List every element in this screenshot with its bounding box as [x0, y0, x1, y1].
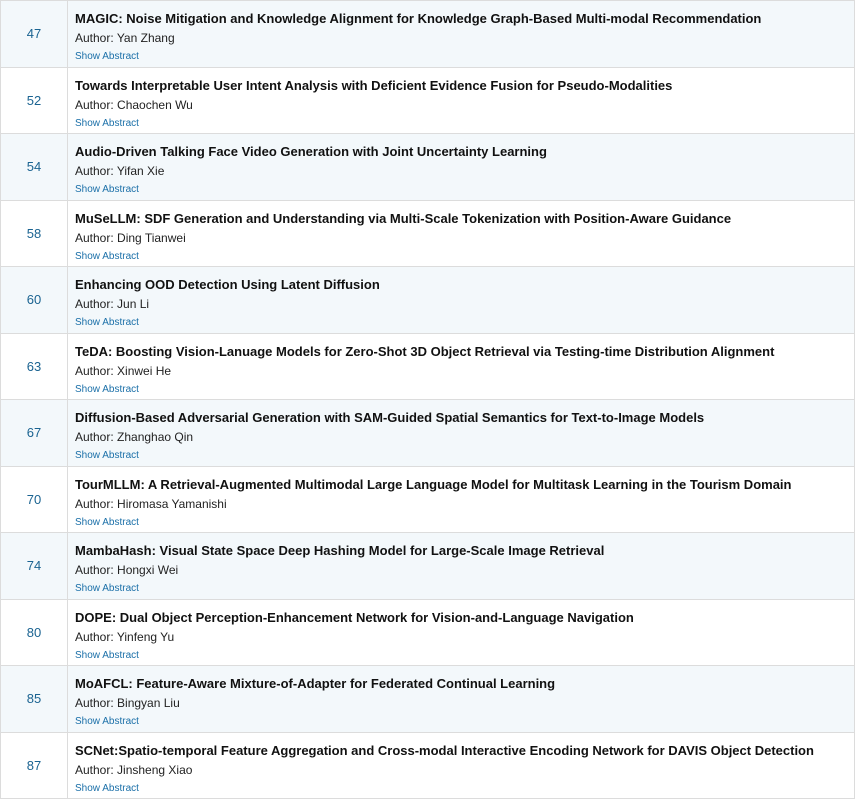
paper-id: 52 — [1, 68, 68, 134]
paper-title: TourMLLM: A Retrieval-Augmented Multimodal Large Language Model for Multitask Learning in the Tourism Domain — [75, 476, 792, 492]
paper-author — [75, 230, 854, 246]
paper-info — [68, 1, 854, 67]
author-name: Yan Zhang — [116, 31, 175, 45]
author-name: Hiromasa Yamanishi — [117, 496, 227, 511]
author-label: Author: — [75, 629, 117, 644]
paper-id: 67 — [1, 400, 68, 466]
paper-title: Towards Interpretable User Intent Analysis with Deficient Evidence Fusion for Pseudo-Modalities — [75, 77, 673, 93]
paper-info — [68, 68, 854, 134]
show-abstract-link[interactable]: Show Abstract — [75, 117, 139, 129]
paper-author — [75, 496, 854, 512]
paper-id: 85 — [1, 666, 68, 732]
author-name: Hongxi Wei — [117, 563, 179, 577]
paper-title: MAGIC: Noise Mitigation and Knowledge Alignment for Knowledge Graph-Based Multi-modal Recommendation — [75, 11, 762, 26]
author-name: Yinfeng Yu — [116, 629, 175, 644]
author-label: Author: — [75, 430, 118, 444]
table-row — [0, 1, 855, 68]
paper-id: 87 — [1, 733, 68, 799]
author-name: Xinwei He — [117, 363, 172, 378]
table-row — [0, 134, 855, 201]
paper-author — [75, 429, 854, 445]
paper-id: 54 — [1, 134, 68, 200]
paper-title: Audio-Driven Talking Face Video Generation with Joint Uncertainty Learning — [75, 144, 547, 159]
paper-info — [68, 267, 854, 333]
show-abstract-link[interactable]: Show Abstract — [75, 184, 139, 195]
paper-info — [68, 533, 854, 599]
paper-id: 74 — [1, 533, 68, 599]
paper-title: MuSeLLM: SDF Generation and Understanding via Multi-Scale Tokenization with Position-Aware Guidance — [75, 210, 732, 226]
paper-author — [75, 30, 854, 46]
paper-id: 47 — [1, 1, 68, 67]
author-label: Author: — [75, 31, 117, 45]
paper-author — [75, 695, 854, 711]
paper-author — [75, 629, 854, 645]
table-row — [0, 267, 855, 334]
table-row — [0, 733, 855, 800]
show-abstract-link[interactable]: Show Abstract — [75, 716, 139, 727]
show-abstract-link[interactable]: Show Abstract — [75, 450, 139, 461]
author-name: Ding Tianwei — [117, 230, 186, 245]
table-row — [0, 666, 855, 733]
table-row — [0, 201, 855, 268]
paper-title: DOPE: Dual Object Perception-Enhancement Network for Vision-and-Language Navigation — [75, 609, 634, 625]
paper-info — [68, 400, 854, 466]
paper-info — [68, 467, 854, 533]
author-name: Chaochen Wu — [117, 97, 193, 112]
table-row — [0, 600, 855, 667]
author-label: Author: — [75, 762, 118, 777]
table-row — [0, 68, 855, 135]
paper-title: Enhancing OOD Detection Using Latent Diffusion — [75, 277, 380, 292]
author-label: Author: — [75, 363, 118, 378]
paper-id: 63 — [1, 334, 68, 400]
author-name: Bingyan Liu — [117, 696, 180, 710]
paper-title: MambaHash: Visual State Space Deep Hashing Model for Large-Scale Image Retrieval — [75, 543, 605, 558]
table-row — [0, 400, 855, 467]
paper-info — [68, 334, 854, 400]
paper-id: 80 — [1, 600, 68, 666]
paper-info — [68, 201, 854, 267]
paper-info — [68, 666, 854, 732]
paper-author — [75, 363, 854, 379]
paper-author — [75, 762, 854, 778]
paper-info — [68, 134, 854, 200]
paper-title: TeDA: Boosting Vision-Lanuage Models for Zero-Shot 3D Object Retrieval via Testing-time Distribution Alignment — [75, 343, 775, 359]
show-abstract-link[interactable]: Show Abstract — [75, 250, 139, 262]
author-name: Jun Li — [117, 297, 150, 311]
author-name: Zhanghao Qin — [117, 430, 194, 444]
author-label: Author: — [75, 164, 117, 178]
paper-info — [68, 600, 854, 666]
author-name: Yifan Xie — [116, 164, 165, 178]
author-label: Author: — [75, 297, 118, 311]
author-name: Jinsheng Xiao — [117, 762, 193, 777]
author-label: Author: — [75, 230, 118, 245]
author-label: Author: — [75, 563, 118, 577]
table-row — [0, 334, 855, 401]
paper-author — [75, 562, 854, 578]
show-abstract-link[interactable]: Show Abstract — [75, 649, 139, 661]
paper-title: Diffusion-Based Adversarial Generation with SAM-Guided Spatial Semantics for Text-to-Image Models — [75, 410, 705, 425]
paper-id: 70 — [1, 467, 68, 533]
author-label: Author: — [75, 696, 118, 710]
paper-info — [68, 733, 854, 799]
show-abstract-link[interactable]: Show Abstract — [75, 583, 139, 594]
author-label: Author: — [75, 97, 118, 112]
show-abstract-link[interactable]: Show Abstract — [75, 516, 139, 528]
show-abstract-link[interactable]: Show Abstract — [75, 383, 139, 395]
author-label: Author: — [75, 496, 118, 511]
paper-title: SCNet:Spatio-temporal Feature Aggregation and Cross-modal Interactive Encoding Network for DAVIS Object Detection — [75, 742, 814, 758]
show-abstract-link[interactable]: Show Abstract — [75, 51, 139, 62]
show-abstract-link[interactable]: Show Abstract — [75, 782, 139, 794]
paper-author — [75, 97, 854, 113]
paper-author — [75, 296, 854, 312]
paper-id: 58 — [1, 201, 68, 267]
table-row — [0, 533, 855, 600]
paper-author — [75, 163, 854, 179]
show-abstract-link[interactable]: Show Abstract — [75, 317, 139, 328]
table-row — [0, 467, 855, 534]
paper-id: 60 — [1, 267, 68, 333]
paper-title: MoAFCL: Feature-Aware Mixture-of-Adapter for Federated Continual Learning — [75, 676, 556, 691]
